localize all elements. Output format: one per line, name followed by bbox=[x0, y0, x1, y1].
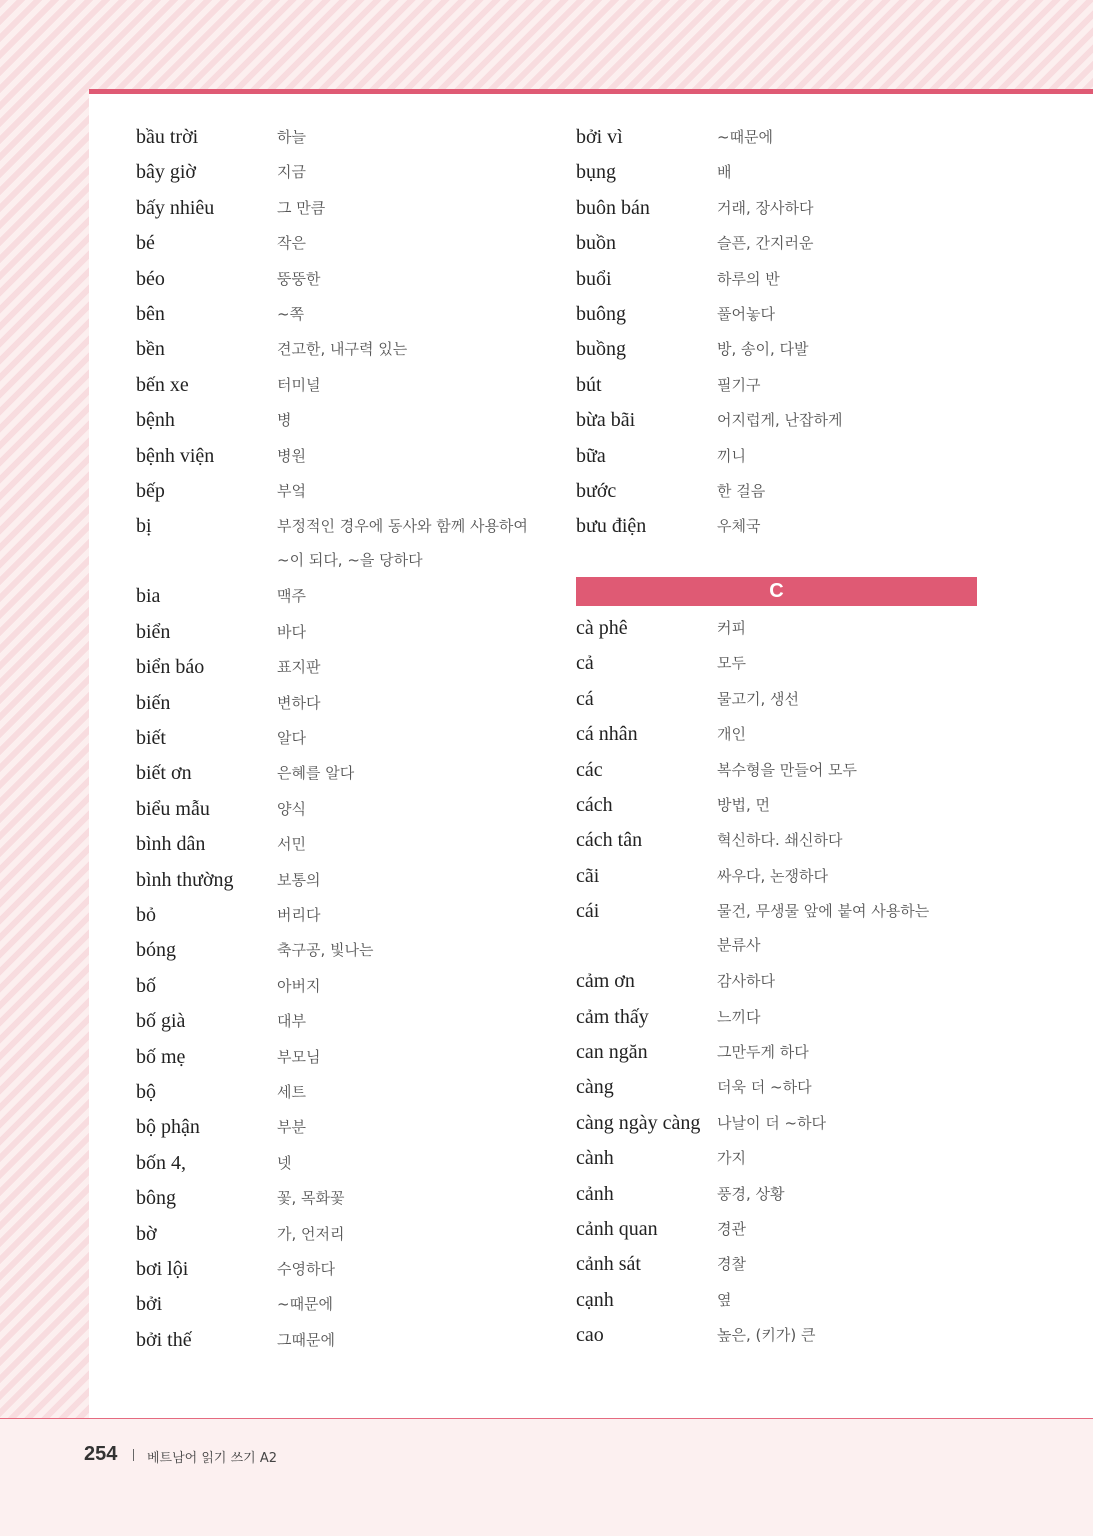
entry-meaning: ~때문에 bbox=[717, 128, 774, 146]
entry-word: bờ bbox=[136, 1222, 157, 1245]
entry-word: cà phê bbox=[576, 617, 628, 639]
entry-meaning: 버리다 bbox=[277, 905, 321, 924]
entry-meaning: 병 bbox=[277, 411, 292, 430]
entry-meaning: 꽃, 목화꽃 bbox=[277, 1189, 345, 1208]
entry-word: bơi lội bbox=[136, 1257, 189, 1280]
entry-meaning: 하늘 bbox=[277, 128, 306, 146]
entry-meaning: 풍경, 상황 bbox=[717, 1184, 785, 1203]
entry-word: bố già bbox=[136, 1010, 186, 1033]
entry-word: bởi vì bbox=[576, 126, 623, 148]
entry-word: cái bbox=[576, 900, 600, 923]
entry-word: buôn bán bbox=[576, 196, 650, 219]
entry-word: bếp bbox=[136, 480, 165, 502]
entry-word: bông bbox=[136, 1187, 176, 1210]
entry-meaning: 부모님 bbox=[277, 1047, 321, 1066]
entry-meaning: 혁신하다. 쇄신하다 bbox=[717, 831, 843, 850]
entry-meaning-continued: ~이 되다, ~을 당하다 bbox=[277, 551, 423, 570]
footer-separator bbox=[133, 1449, 134, 1461]
entry-meaning: 나날이 더 ~하다 bbox=[717, 1113, 827, 1132]
entry-word: cảnh quan bbox=[576, 1217, 658, 1240]
section-header-c bbox=[576, 577, 977, 606]
entry-meaning: 축구공, 빛나는 bbox=[277, 941, 374, 960]
entry-word: biểu mẫu bbox=[136, 797, 210, 820]
entry-word: bữa bbox=[576, 444, 606, 467]
entry-meaning: 더욱 더 ~하다 bbox=[717, 1078, 812, 1097]
entry-meaning: 모두 bbox=[717, 654, 746, 673]
entry-word: biển báo bbox=[136, 656, 205, 679]
entry-word: buổi bbox=[576, 267, 612, 290]
entry-meaning: 경관 bbox=[717, 1219, 746, 1238]
entry-meaning: 배 bbox=[717, 163, 732, 182]
entry-meaning: 작은 bbox=[277, 234, 306, 253]
entry-word: bút bbox=[576, 373, 602, 396]
entry-meaning: 부엌 bbox=[277, 482, 306, 500]
entry-word: bị bbox=[136, 515, 152, 538]
top-stripe-decoration bbox=[0, 0, 1093, 90]
entry-word: cành bbox=[576, 1147, 614, 1170]
entry-meaning: 은혜를 알다 bbox=[277, 764, 355, 783]
entry-meaning: 필기구 bbox=[717, 375, 761, 394]
entry-word: bình thường bbox=[136, 868, 234, 891]
entry-word: bốn 4, bbox=[136, 1151, 186, 1174]
entry-word: cảm ơn bbox=[576, 970, 635, 993]
entry-word: bên bbox=[136, 303, 165, 325]
entry-meaning-continued: 분류사 bbox=[717, 936, 761, 955]
entry-word: bến xe bbox=[136, 373, 189, 396]
entry-word: cá nhân bbox=[576, 723, 638, 746]
entry-meaning: 알다 bbox=[277, 728, 306, 747]
entry-word: can ngăn bbox=[576, 1040, 648, 1063]
entry-meaning: 한 걸음 bbox=[717, 482, 766, 500]
entry-meaning: 양식 bbox=[277, 799, 306, 818]
entry-word: cảnh sát bbox=[576, 1253, 641, 1276]
page-footer bbox=[0, 1419, 1093, 1536]
entry-word: cách tân bbox=[576, 829, 643, 852]
entry-word: cách bbox=[576, 794, 613, 816]
entry-word: bộ phận bbox=[136, 1116, 200, 1139]
entry-meaning: 바다 bbox=[277, 622, 306, 641]
entry-meaning: 견고한, 내구력 있는 bbox=[277, 340, 408, 359]
entry-word: bước bbox=[576, 480, 617, 502]
entry-meaning: ~때문에 bbox=[277, 1295, 334, 1314]
entry-meaning: 옆 bbox=[717, 1290, 732, 1309]
entry-meaning: 넷 bbox=[277, 1153, 292, 1172]
entry-word: bầu trời bbox=[136, 126, 199, 148]
entry-meaning: 방법, 먼 bbox=[717, 796, 771, 814]
entry-meaning: 그만두게 하다 bbox=[717, 1042, 809, 1061]
entry-word: bền bbox=[136, 338, 165, 361]
entry-meaning: 보통의 bbox=[277, 870, 321, 889]
entry-word: bố mẹ bbox=[136, 1045, 186, 1068]
entry-word: cao bbox=[576, 1324, 604, 1347]
book-title: 베트남어 읽기 쓰기 A2 bbox=[147, 1451, 278, 1466]
entry-word: các bbox=[576, 758, 603, 781]
entry-meaning: 부정적인 경우에 동사와 함께 사용하여 bbox=[277, 517, 528, 536]
entry-meaning: 수영하다 bbox=[277, 1259, 335, 1278]
entry-meaning: 물고기, 생선 bbox=[717, 689, 799, 708]
entry-meaning: 복수형을 만들어 모두 bbox=[717, 760, 857, 779]
entry-meaning: 개인 bbox=[717, 725, 746, 744]
entry-word: cá bbox=[576, 687, 594, 710]
entry-meaning: 표지판 bbox=[277, 658, 321, 677]
entry-word: bỏ bbox=[136, 903, 156, 926]
entry-meaning: 변하다 bbox=[277, 693, 321, 712]
entry-word: biển bbox=[136, 620, 171, 643]
entry-meaning: 터미널 bbox=[277, 375, 321, 394]
entry-meaning: 서민 bbox=[277, 835, 306, 854]
entry-meaning: 느끼다 bbox=[717, 1007, 761, 1026]
entry-word: bưu điện bbox=[576, 515, 647, 538]
entry-meaning: 아버지 bbox=[277, 976, 321, 995]
entry-word: cả bbox=[576, 652, 594, 675]
entry-word: biết ơn bbox=[136, 762, 192, 785]
entry-word: bộ bbox=[136, 1080, 156, 1103]
entry-meaning: 하루의 반 bbox=[717, 269, 780, 288]
entry-meaning: 방, 송이, 다발 bbox=[717, 340, 809, 359]
entry-word: cảm thấy bbox=[576, 1005, 649, 1028]
entry-meaning: 끼니 bbox=[717, 446, 746, 465]
entry-meaning: 가, 언저리 bbox=[277, 1224, 345, 1243]
entry-word: biến bbox=[136, 691, 171, 714]
entry-meaning: 물건, 무생물 앞에 붙여 사용하는 bbox=[717, 902, 930, 921]
entry-word: béo bbox=[136, 267, 165, 290]
entry-word: bởi thế bbox=[136, 1328, 192, 1351]
entry-meaning: 싸우다, 논쟁하다 bbox=[717, 866, 828, 885]
entry-meaning: 감사하다 bbox=[717, 972, 775, 991]
entry-meaning: 지금 bbox=[277, 163, 306, 182]
entry-meaning: 우체국 bbox=[717, 517, 761, 536]
entry-word: bấy nhiêu bbox=[136, 196, 215, 219]
entry-word: buồng bbox=[576, 338, 626, 361]
entry-word: biết bbox=[136, 726, 166, 749]
entry-meaning: 그때문에 bbox=[277, 1330, 335, 1349]
entry-meaning: 뚱뚱한 bbox=[277, 269, 321, 288]
entry-meaning: 부분 bbox=[277, 1118, 306, 1137]
entry-word: bóng bbox=[136, 939, 176, 962]
entry-word: cạnh bbox=[576, 1288, 614, 1311]
entry-word: bố bbox=[136, 974, 156, 997]
entry-word: bừa bãi bbox=[576, 409, 636, 432]
entry-word: bởi bbox=[136, 1293, 163, 1316]
entry-meaning: 슬픈, 간지러운 bbox=[717, 234, 814, 253]
entry-word: cảnh bbox=[576, 1182, 614, 1205]
entry-meaning: 어지럽게, 난잡하게 bbox=[717, 411, 843, 430]
entry-meaning: ~쪽 bbox=[277, 305, 305, 323]
entry-meaning: 풀어놓다 bbox=[717, 305, 775, 323]
entry-word: bệnh viện bbox=[136, 444, 215, 467]
entry-meaning: 맥주 bbox=[277, 587, 306, 606]
entry-word: bây giờ bbox=[136, 161, 197, 184]
entry-word: bệnh bbox=[136, 409, 175, 432]
entry-word: buông bbox=[576, 303, 626, 325]
entry-meaning: 거래, 장사하다 bbox=[717, 198, 814, 217]
entry-meaning: 가지 bbox=[717, 1149, 746, 1168]
entry-word: bé bbox=[136, 232, 155, 255]
entry-meaning: 대부 bbox=[277, 1012, 306, 1031]
entry-meaning: 그 만큼 bbox=[277, 198, 326, 217]
section-letter: C bbox=[769, 580, 784, 602]
page-number: 254 bbox=[84, 1443, 118, 1465]
entry-word: buồn bbox=[576, 232, 616, 255]
entry-word: càng bbox=[576, 1076, 614, 1099]
entry-word: bụng bbox=[576, 161, 616, 184]
entry-meaning: 높은, (키가) 큰 bbox=[717, 1326, 816, 1345]
entry-meaning: 세트 bbox=[277, 1082, 306, 1101]
entry-word: bình dân bbox=[136, 833, 206, 856]
left-stripe-decoration bbox=[0, 0, 89, 1418]
entry-word: bia bbox=[136, 585, 161, 608]
entry-word: cãi bbox=[576, 864, 600, 887]
entry-meaning: 병원 bbox=[277, 446, 306, 465]
entry-word: càng ngày càng bbox=[576, 1111, 701, 1134]
entry-meaning: 커피 bbox=[717, 619, 746, 637]
entry-meaning: 경찰 bbox=[717, 1255, 746, 1274]
